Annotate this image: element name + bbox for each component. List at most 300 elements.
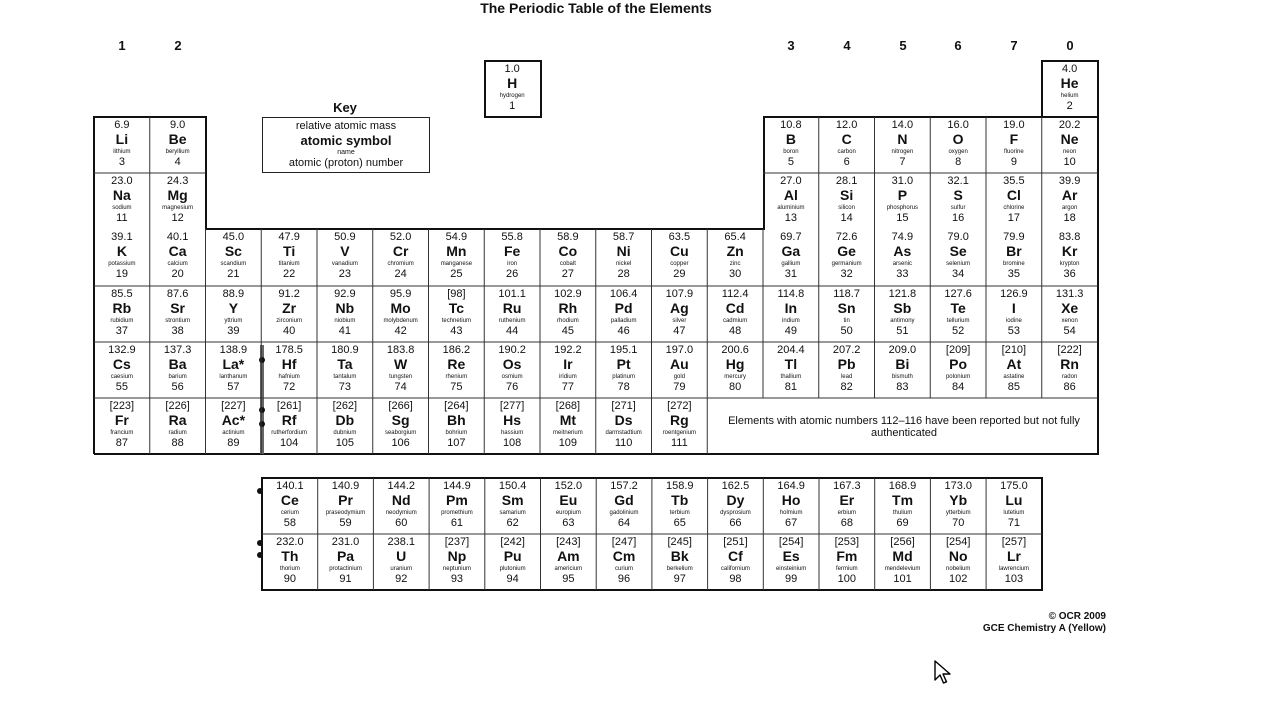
element-atomic-mass: 6.9 — [114, 119, 130, 131]
element-atomic-mass: 20.2 — [1058, 119, 1081, 131]
element-symbol: Cd — [725, 300, 745, 316]
element-name: radon — [1061, 374, 1078, 380]
element-atomic-number: 43 — [450, 325, 463, 337]
element-symbol: Bk — [670, 548, 689, 564]
element-symbol: As — [893, 243, 912, 259]
element-name: protactinium — [329, 566, 362, 572]
element-symbol: Rf — [281, 412, 297, 428]
element-atomic-number: 92 — [395, 573, 408, 585]
element-symbol: Er — [839, 492, 855, 508]
element-atomic-number: 68 — [840, 517, 853, 529]
element-name: thorium — [279, 566, 300, 572]
element-atomic-mass: 27.0 — [780, 175, 802, 187]
element-name: technetium — [441, 318, 472, 324]
element-atomic-mass: 167.3 — [833, 480, 861, 492]
element-atomic-number: 32 — [840, 268, 853, 280]
element-atomic-mass: 58.9 — [557, 231, 579, 243]
element-atomic-number: 89 — [227, 437, 240, 449]
element-name: mercury — [724, 374, 746, 380]
element-symbol: Xe — [1061, 300, 1079, 316]
element-symbol: Tm — [892, 492, 914, 508]
element-atomic-mass: 150.4 — [498, 480, 527, 492]
key-name: name — [337, 149, 355, 156]
element-atomic-mass: [257] — [1001, 536, 1027, 548]
element-symbol: C — [841, 131, 852, 147]
element-symbol: Eu — [559, 492, 578, 508]
element-symbol: Rg — [670, 412, 689, 428]
element-name: titanium — [278, 261, 300, 267]
element-name: lanthanum — [219, 374, 248, 380]
element-name: iron — [507, 261, 518, 267]
element-symbol: Cf — [728, 548, 743, 564]
element-name: silicon — [838, 205, 855, 211]
element-atomic-mass: 83.8 — [1058, 231, 1081, 243]
element-atomic-number: 91 — [339, 573, 352, 585]
element-atomic-number: 16 — [952, 212, 965, 224]
element-symbol: Ir — [563, 356, 573, 372]
element-atomic-mass: [243] — [556, 536, 581, 548]
element-atomic-mass: 162.5 — [721, 480, 750, 492]
element-atomic-number: 105 — [335, 437, 355, 449]
element-symbol: Mg — [167, 187, 188, 203]
element-symbol: Pb — [837, 356, 856, 372]
page-title: The Periodic Table of the Elements — [480, 0, 712, 16]
element-atomic-mass: 178.5 — [275, 344, 303, 356]
element-symbol: Ra — [168, 412, 187, 428]
element-name: hydrogen — [499, 93, 525, 99]
element-name: barium — [168, 374, 187, 380]
element-atomic-mass: [237] — [444, 536, 470, 548]
element-name: neodymium — [385, 510, 417, 516]
element-atomic-number: 67 — [785, 517, 798, 529]
note-text: Elements with atomic numbers 112–116 have been reported but not fully authenticated — [728, 415, 1080, 439]
element-atomic-number: 47 — [673, 325, 686, 337]
element-atomic-number: 78 — [617, 381, 630, 393]
element-atomic-number: 74 — [394, 381, 407, 393]
element-symbol: Sm — [501, 492, 524, 508]
element-atomic-number: 111 — [671, 437, 688, 449]
element-symbol: Sg — [391, 412, 410, 428]
element-name: calcium — [167, 261, 188, 267]
element-atomic-number: 5 — [787, 156, 794, 168]
element-atomic-number: 36 — [1063, 268, 1076, 280]
element-atomic-number: 52 — [952, 325, 965, 337]
element-symbol: Si — [840, 187, 854, 203]
element-symbol: Pa — [336, 548, 355, 564]
element-atomic-number: 56 — [171, 381, 184, 393]
element-atomic-number: 33 — [896, 268, 909, 280]
element-atomic-number: 42 — [394, 325, 407, 337]
group-label: 1 — [118, 38, 126, 53]
element-atomic-mass: 207.2 — [832, 344, 861, 356]
element-symbol: Pr — [338, 492, 353, 508]
element-atomic-mass: 65.4 — [724, 231, 746, 243]
element-atomic-mass: 12.0 — [835, 119, 858, 131]
element-atomic-number: 3 — [118, 156, 125, 168]
element-atomic-mass: [210] — [1001, 344, 1027, 356]
element-name: niobium — [334, 318, 356, 324]
element-atomic-mass: 102.9 — [554, 288, 582, 300]
element-symbol: Br — [1006, 243, 1022, 259]
element-atomic-number: 58 — [283, 517, 296, 529]
element-atomic-number: 88 — [171, 437, 184, 449]
group-label: 7 — [1010, 38, 1018, 53]
element-atomic-mass: 24.3 — [166, 175, 189, 187]
element-symbol: Tl — [784, 356, 798, 372]
element-atomic-mass: 54.9 — [445, 231, 468, 243]
element-name: caesium — [110, 374, 134, 380]
element-atomic-number: 64 — [617, 517, 631, 529]
element-name: neon — [1062, 149, 1077, 155]
element-atomic-mass: 28.1 — [835, 175, 858, 187]
element-name: nitrogen — [891, 149, 914, 155]
element-name: phosphorus — [886, 205, 919, 211]
element-symbol: Es — [782, 548, 800, 564]
element-atomic-number: 70 — [952, 517, 965, 529]
element-atomic-mass: 63.5 — [668, 231, 691, 243]
element-name: holmium — [779, 510, 803, 516]
element-atomic-number: 8 — [955, 156, 962, 168]
element-name: cadmium — [722, 318, 748, 324]
element-name: magnesium — [162, 205, 194, 211]
element-atomic-mass: 209.0 — [888, 344, 917, 356]
element-name: seaborgium — [384, 430, 417, 436]
element-symbol: Pu — [503, 548, 522, 564]
element-symbol: Y — [228, 300, 239, 316]
element-atomic-number: 11 — [116, 212, 128, 224]
element-atomic-mass: 35.5 — [1003, 175, 1025, 187]
element-symbol: Co — [558, 243, 578, 259]
element-name: aluminium — [777, 205, 805, 211]
element-atomic-number: 23 — [338, 268, 351, 280]
element-symbol: Sn — [837, 300, 856, 316]
element-symbol: Kr — [1061, 243, 1078, 259]
element-atomic-number: 19 — [115, 268, 128, 280]
element-atomic-mass: 87.6 — [166, 288, 189, 300]
element-atomic-mass: 14.0 — [891, 119, 914, 131]
element-name: erbium — [837, 510, 857, 516]
element-atomic-mass: 238.1 — [387, 536, 415, 548]
element-symbol: Cr — [392, 243, 409, 259]
element-name: einsteinium — [775, 566, 807, 572]
element-symbol: B — [785, 131, 796, 147]
element-atomic-mass: 101.1 — [498, 288, 526, 300]
group-label: 4 — [843, 38, 851, 53]
element-name: molybdenum — [383, 318, 418, 324]
element-atomic-mass: 200.6 — [721, 344, 749, 356]
element-atomic-number: 45 — [561, 325, 574, 337]
element-name: germanium — [831, 261, 862, 267]
element-atomic-number: 101 — [893, 573, 912, 585]
element-symbol: Ni — [616, 243, 631, 259]
element-symbol: Yb — [949, 492, 968, 508]
element-symbol: Cl — [1006, 187, 1021, 203]
key-atomic-symbol: atomic symbol — [300, 133, 392, 148]
element-symbol: Mt — [559, 412, 577, 428]
element-atomic-mass: 10.8 — [780, 119, 802, 131]
element-name: tin — [843, 318, 850, 324]
element-name: iridium — [559, 374, 577, 380]
element-symbol: Zn — [726, 243, 744, 259]
element-atomic-number: 41 — [338, 325, 351, 337]
element-symbol: Rb — [112, 300, 132, 316]
element-name: platinum — [612, 374, 635, 380]
element-name: indium — [782, 318, 800, 324]
element-atomic-mass: [277] — [499, 400, 525, 412]
element-atomic-mass: [227] — [221, 400, 246, 412]
element-symbol: U — [396, 548, 407, 564]
element-atomic-mass: [272] — [667, 400, 692, 412]
element-atomic-mass: 58.7 — [612, 231, 635, 243]
element-atomic-number: 35 — [1007, 268, 1020, 280]
element-atomic-mass: 157.2 — [610, 480, 638, 492]
element-atomic-number: 66 — [729, 517, 742, 529]
element-symbol: Fm — [836, 548, 858, 564]
element-atomic-number: 95 — [562, 573, 575, 585]
element-name: americium — [554, 566, 583, 572]
element-name: silver — [672, 318, 687, 324]
element-name: gallium — [781, 261, 801, 267]
element-atomic-number: 75 — [450, 381, 463, 393]
element-atomic-number: 1 — [509, 100, 516, 112]
element-name: radium — [168, 430, 187, 436]
element-atomic-mass: 16.0 — [947, 119, 969, 131]
element-name: roentgenium — [662, 430, 697, 436]
element-atomic-number: 79 — [673, 381, 686, 393]
element-symbol: W — [394, 356, 408, 372]
element-atomic-number: 4 — [174, 156, 181, 168]
element-atomic-mass: 91.2 — [278, 288, 300, 300]
element-name: samarium — [499, 510, 526, 516]
element-atomic-mass: 175.0 — [1000, 480, 1028, 492]
element-symbol: Li — [115, 131, 129, 147]
element-atomic-mass: 40.1 — [166, 231, 189, 243]
element-atomic-mass: 232.0 — [276, 536, 304, 548]
element-symbol: Am — [557, 548, 580, 564]
element-name: zirconium — [276, 318, 302, 324]
element-atomic-mass: [256] — [890, 536, 915, 548]
element-name: rhenium — [445, 374, 468, 380]
element-symbol: Ce — [280, 492, 299, 508]
element-name: beryllium — [165, 149, 190, 155]
element-name: thulium — [892, 510, 913, 516]
element-atomic-number: 28 — [617, 268, 630, 280]
element-symbol: Sb — [893, 300, 912, 316]
element-atomic-number: 81 — [784, 381, 797, 393]
element-name: dubnium — [333, 430, 357, 436]
element-atomic-number: 51 — [896, 325, 909, 337]
element-atomic-number: 104 — [279, 437, 299, 449]
element-atomic-mass: [254] — [778, 536, 804, 548]
element-atomic-mass: 204.4 — [777, 344, 805, 356]
element-symbol: V — [340, 243, 350, 259]
element-atomic-mass: 79.0 — [947, 231, 969, 243]
element-atomic-mass: 144.2 — [387, 480, 415, 492]
element-atomic-mass: [223] — [109, 400, 135, 412]
element-atomic-number: 17 — [1007, 212, 1020, 224]
element-atomic-mass: [245] — [667, 536, 692, 548]
element-atomic-number: 97 — [673, 573, 686, 585]
element-atomic-number: 84 — [952, 381, 965, 393]
element-symbol: Ti — [283, 243, 296, 259]
element-atomic-number: 37 — [115, 325, 128, 337]
element-symbol: Ta — [337, 356, 353, 372]
element-atomic-mass: [226] — [165, 400, 190, 412]
element-name: lawrencium — [998, 566, 1030, 572]
element-atomic-number: 85 — [1007, 381, 1020, 393]
element-atomic-mass: 231.0 — [331, 536, 360, 548]
element-symbol: In — [784, 300, 798, 316]
element-symbol: H — [507, 75, 518, 91]
element-name: nickel — [615, 261, 632, 267]
element-name: cobalt — [559, 261, 576, 267]
element-atomic-number: 26 — [506, 268, 519, 280]
element-atomic-mass: 106.4 — [609, 288, 638, 300]
element-symbol: S — [953, 187, 963, 203]
element-symbol: Au — [670, 356, 689, 372]
element-symbol: Pd — [614, 300, 633, 316]
element-name: vanadium — [331, 261, 358, 267]
element-atomic-number: 49 — [784, 325, 797, 337]
element-name: carbon — [837, 149, 856, 155]
element-atomic-number: 30 — [729, 268, 742, 280]
element-name: rubidium — [110, 318, 134, 324]
element-symbol: Fr — [114, 412, 129, 428]
element-atomic-mass: 140.9 — [331, 480, 360, 492]
element-atomic-mass: 164.9 — [777, 480, 805, 492]
element-symbol: Ds — [614, 412, 633, 428]
element-name: tellurium — [946, 318, 970, 324]
element-atomic-mass: 74.9 — [891, 231, 914, 243]
element-atomic-mass: [264] — [444, 400, 469, 412]
element-symbol: Ag — [670, 300, 689, 316]
element-name: nobelium — [946, 566, 971, 572]
element-symbol: Te — [950, 300, 966, 316]
element-atomic-number: 54 — [1063, 325, 1076, 337]
element-symbol: Hg — [725, 356, 745, 372]
element-atomic-number: 29 — [673, 268, 686, 280]
element-atomic-number: 53 — [1007, 325, 1020, 337]
element-name: yttrium — [224, 318, 243, 324]
element-atomic-mass: [98] — [447, 288, 466, 300]
element-symbol: Cs — [112, 356, 131, 372]
element-atomic-number: 93 — [450, 573, 464, 585]
element-atomic-number: 48 — [729, 325, 742, 337]
element-name: zinc — [729, 261, 741, 267]
element-atomic-number: 22 — [283, 268, 296, 280]
element-name: selenium — [946, 261, 971, 267]
element-symbol: Hs — [503, 412, 522, 428]
element-symbol: Nd — [391, 492, 411, 508]
element-atomic-mass: 158.9 — [665, 480, 694, 492]
element-symbol: Ca — [168, 243, 187, 259]
element-atomic-mass: 88.9 — [222, 288, 245, 300]
element-atomic-mass: 173.0 — [944, 480, 972, 492]
element-atomic-number: 110 — [614, 437, 633, 449]
element-atomic-number: 10 — [1063, 156, 1076, 168]
element-atomic-mass: 4.0 — [1061, 63, 1078, 75]
element-name: fluorine — [1004, 149, 1024, 155]
element-name: osmium — [501, 374, 523, 380]
element-symbol: Be — [168, 131, 187, 147]
element-atomic-number: 106 — [391, 437, 410, 449]
element-symbol: Md — [892, 548, 913, 564]
element-atomic-mass: 72.6 — [835, 231, 858, 243]
element-atomic-mass: [242] — [500, 536, 525, 548]
key-atomic-number: atomic (proton) number — [288, 157, 404, 169]
element-name: californium — [720, 566, 750, 572]
element-symbol: Ar — [1061, 187, 1078, 203]
element-symbol: Se — [949, 243, 967, 259]
element-atomic-number: 15 — [896, 212, 909, 224]
group-label: 3 — [787, 38, 795, 53]
element-atomic-number: 9 — [1010, 156, 1017, 168]
element-name: rhodium — [557, 318, 579, 324]
element-atomic-number: 109 — [558, 437, 578, 449]
element-name: scandium — [220, 261, 247, 267]
element-name: sodium — [112, 205, 132, 211]
element-atomic-number: 31 — [784, 268, 797, 280]
element-name: lead — [840, 374, 853, 380]
element-atomic-number: 102 — [949, 573, 968, 585]
element-symbol: P — [897, 187, 908, 203]
element-atomic-mass: 9.0 — [169, 119, 186, 131]
element-symbol: Lr — [1006, 548, 1021, 564]
element-name: fermium — [836, 566, 858, 572]
element-atomic-mass: 45.0 — [222, 231, 245, 243]
element-atomic-mass: 114.8 — [777, 288, 805, 300]
element-name: chromium — [387, 261, 414, 267]
element-symbol: Ne — [1060, 131, 1079, 147]
element-atomic-mass: 31.0 — [891, 175, 914, 187]
element-symbol: Lu — [1005, 492, 1023, 508]
element-atomic-number: 87 — [115, 437, 128, 449]
element-symbol: Bi — [895, 356, 910, 372]
element-atomic-number: 71 — [1007, 517, 1021, 529]
element-name: bromine — [1003, 261, 1025, 267]
element-atomic-mass: [253] — [834, 536, 860, 548]
element-symbol: F — [1009, 131, 1019, 147]
element-symbol: Re — [447, 356, 466, 372]
element-atomic-number: 55 — [115, 381, 128, 393]
element-atomic-number: 14 — [840, 212, 853, 224]
element-atomic-number: 6 — [843, 156, 850, 168]
element-atomic-mass: 183.8 — [386, 344, 415, 356]
element-atomic-mass: 79.9 — [1003, 231, 1025, 243]
element-atomic-number: 86 — [1063, 381, 1076, 393]
element-name: tungsten — [389, 374, 413, 380]
element-name: chlorine — [1003, 205, 1025, 211]
element-name: dysprosium — [720, 510, 751, 516]
element-atomic-mass: 1.0 — [504, 63, 520, 75]
element-symbol: Ho — [781, 492, 801, 508]
element-name: praseodymium — [325, 510, 366, 516]
element-name: actinium — [222, 430, 245, 436]
element-name: palladium — [610, 318, 637, 324]
element-name: uranium — [390, 566, 413, 572]
element-atomic-number: 50 — [840, 325, 853, 337]
element-name: ytterbium — [945, 510, 971, 516]
element-atomic-number: 46 — [617, 325, 630, 337]
element-atomic-mass: 39.1 — [111, 231, 133, 243]
element-atomic-number: 77 — [561, 381, 574, 393]
element-symbol: Hf — [281, 356, 297, 372]
element-atomic-mass: 137.3 — [163, 344, 192, 356]
element-atomic-mass: 152.0 — [554, 480, 583, 492]
element-name: hassium — [500, 430, 524, 436]
element-symbol: Mn — [446, 243, 467, 259]
element-symbol: O — [952, 131, 964, 147]
